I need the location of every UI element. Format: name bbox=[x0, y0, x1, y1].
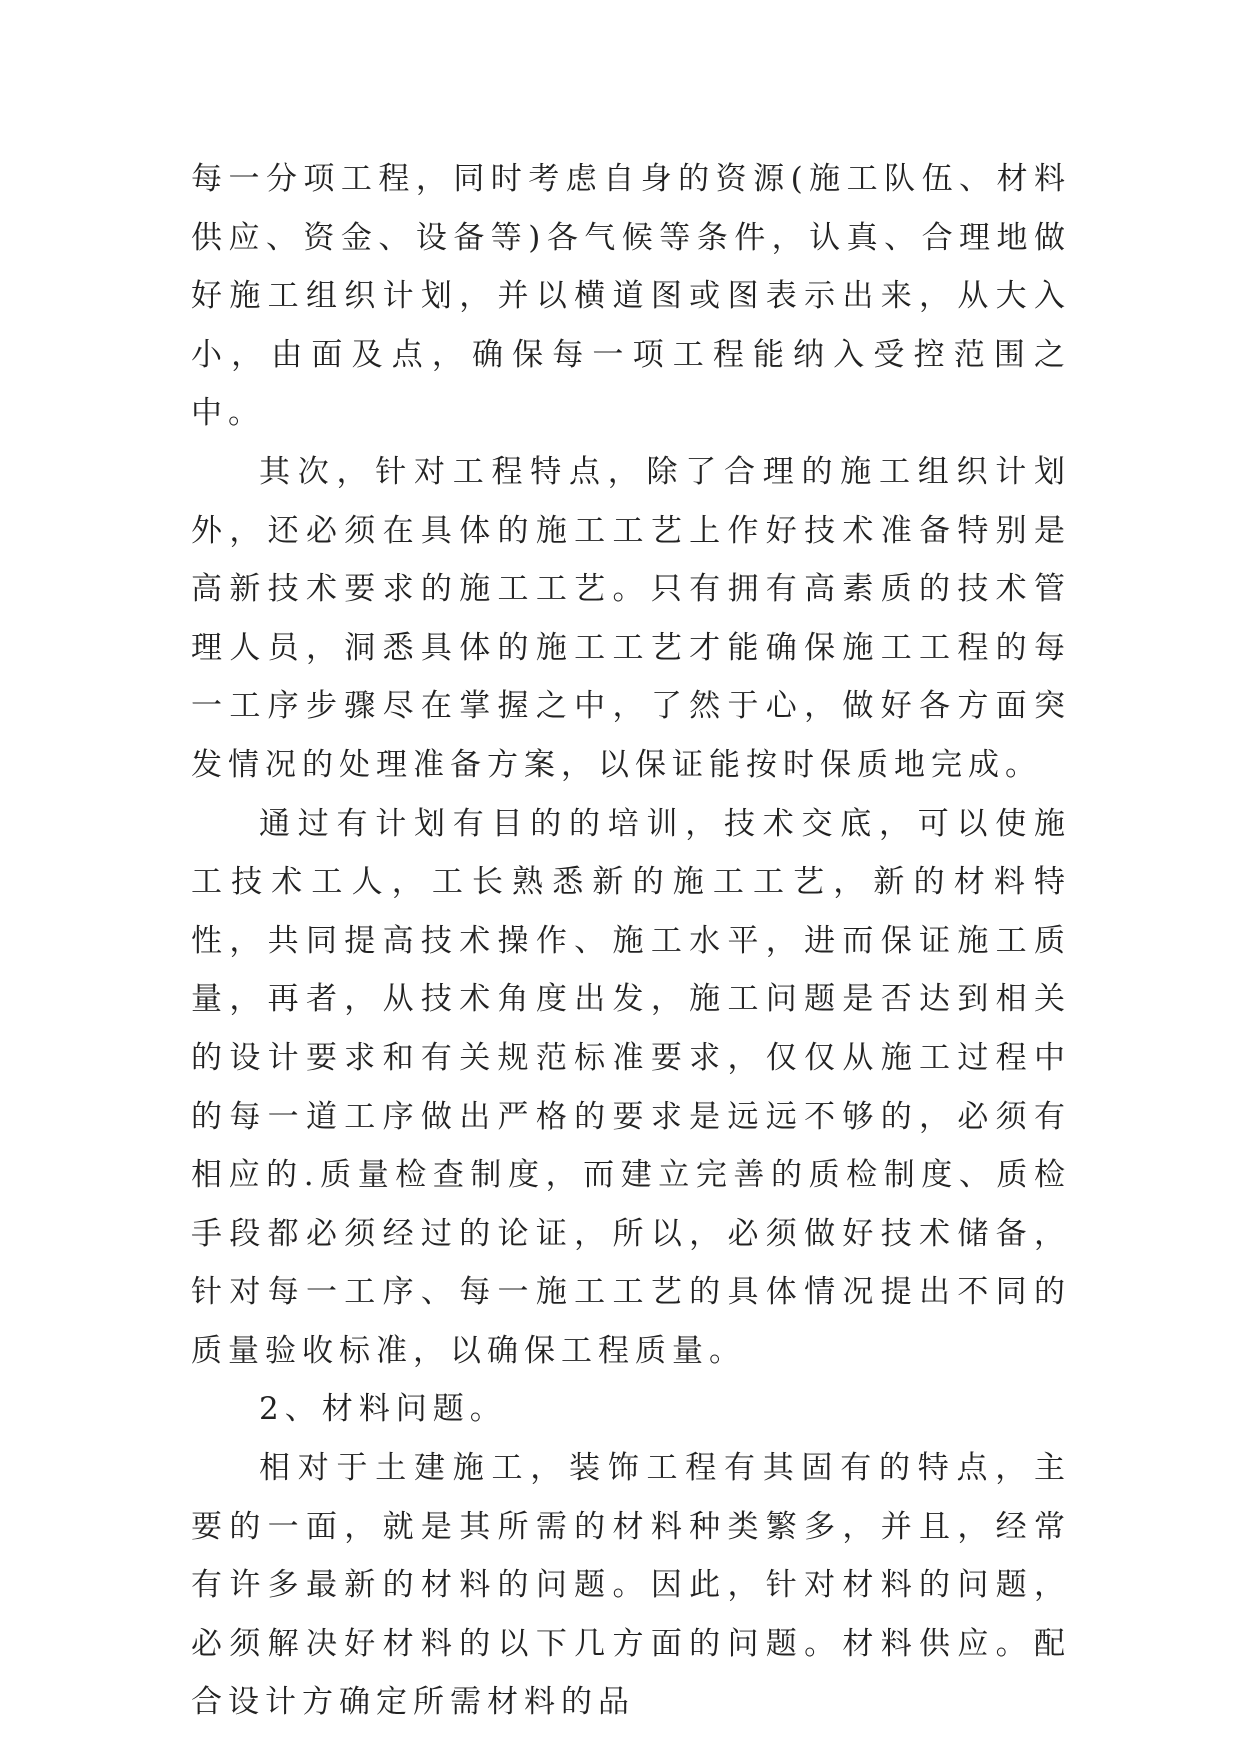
paragraph-training-quality: 通过有计划有目的的培训，技术交底，可以使施工技术工人，工长熟悉新的施工工艺，新的材料特性，共同提高技术操作、施工水平，进而保证施工质量，再者，从技术角度出发，施工问题是否达到相关的设计要求和有关规范标准要求，仅仅从施工过程中的每一道工序做出严格的要求是远远不够的，必须有相应的.质量检查制度，而建立完善的质检制度、质检手段都必须经过的论证，所以，必须做好技术储备，针对每一工序、每一施工工艺的具体情况提出不同的质量验收标准，以确保工程质量。 bbox=[191, 805, 1071, 1369]
paragraph-materials: 相对于土建施工，装饰工程有其固有的特点，主要的一面，就是其所需的材料种类繁多，并且，经常有许多最新的材料的问题。因此，针对材料的问题，必须解决好材料的以下几方面的问题。材料供应。配合设计方确定所需材料的品 bbox=[191, 1450, 1071, 1721]
body-text bbox=[191, 150, 1071, 1732]
paragraph-technical-preparation: 其次，针对工程特点，除了合理的施工组织计划外，还必须在具体的施工工艺上作好技术准备特别是高新技术要求的施工工艺。只有拥有高素质的技术管理人员，洞悉具体的施工工艺才能确保施工工程的每一工序步骤尽在掌握之中，了然于心，做好各方面突发情况的处理准备方案，以保证能按时保质地完成。 bbox=[191, 453, 1071, 783]
section-heading-materials: 2、材料问题。 bbox=[259, 1391, 507, 1428]
paragraph-continuation: 每一分项工程，同时考虑自身的资源(施工队伍、材料供应、资金、设备等)各气候等条件，认真、合理地做好施工组织计划，并以横道图或图表示出来，从大入小，由面及点，确保每一项工程能纳入受控范围之中。 bbox=[191, 161, 1071, 432]
